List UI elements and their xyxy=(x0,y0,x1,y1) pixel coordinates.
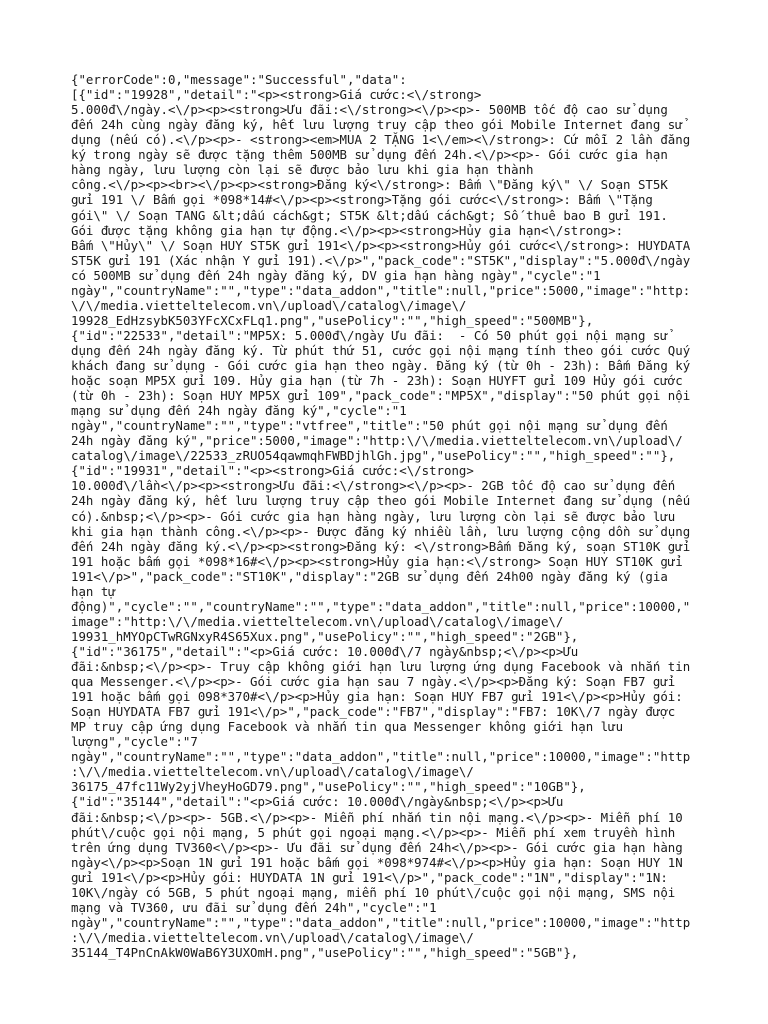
text-line: ngày<\/p><p>Soạn 1N gửi 191 hoặc bấm gọi *098*974#<\/p><p>Hủy gia hạn: Soạn HUY 1N xyxy=(71,854,683,870)
text-line: ký trong ngày sẽ được tặng thêm 500MB sử dụng đến 24h.<\/p><p>- Gói cước gia hạn xyxy=(71,147,668,163)
text-line: 10K\/ngày có 5GB, 5 phút ngoại mạng, miễn phí 10 phút\/cuộc gọi nội mạng, SMS nội xyxy=(71,884,676,900)
text-line: {"id":"19931","detail":"<p><strong>Giá cước:<\/strong> xyxy=(71,463,474,479)
text-line: qua Messenger.<\/p><p>- Gói cước gia hạn sau 7 ngày.<\/p><p>Đăng ký: Soạn FB7 gửi xyxy=(71,674,676,689)
text-line: 191 hoặc bấm gọi *098*16#<\/p><p><strong>Hủy gia hạn:<\/strong> Soạn HUY ST10K gửi xyxy=(71,553,683,569)
text-line: 5.000đ\/ngày.<\/p><p><strong>Ưu đãi:<\/strong><\/p><p>- 500MB tốc độ cao sử dụng xyxy=(71,102,668,118)
text-line: động)","cycle":"","countryName":"","type":"data_addon","title":null,"price":10000," xyxy=(71,598,691,614)
text-line: {"id":"36175","detail":"<p>Giá cước: 10.000đ\/7 ngày&nbsp;<\/p><p>Ưu xyxy=(71,643,579,659)
text-line: ngày","countryName":"","type":"vtfree","title":"50 phút gọi nội mạng sử dụng đến xyxy=(71,418,668,434)
text-line: mạng sử dụng đến 24h ngày đăng ký","cycle":"1 xyxy=(71,403,407,419)
text-line: ngày","countryName":"","type":"data_addon","title":null,"price":10000,"image":"http xyxy=(71,749,691,765)
text-line: :\/\/media.vietteltelecom.vn\/upload\/catalog\/image\/ xyxy=(71,764,474,780)
text-line: [{"id":"19928","detail":"<p><strong>Giá cước:<\/strong> xyxy=(71,87,482,102)
text-line: dụng đến 24h ngày đăng ký. Từ phút thứ 51, cước gọi nội mạng tính theo gói cước Quý xyxy=(71,342,691,358)
text-line: image":"http:\/\/media.vietteltelecom.vn\/upload\/catalog\/image\/ xyxy=(71,613,564,629)
text-line: có 500MB sử dụng đến 24h ngày đăng ký, DV gia hạn hàng ngày","cycle":"1 xyxy=(71,267,601,283)
text-line: đãi:&nbsp;<\/p><p>- 5GB.<\/p><p>- Miễn phí nhắn tin nội mạng.<\/p><p>- Miễn phí 10 xyxy=(71,809,683,825)
text-line: gửi 191 \/ Bấm gọi *098*14#<\/p><p><strong>Tặng gói cước<\/strong>: Bấm \"Tặng xyxy=(71,192,653,208)
text-line: có).&nbsp;<\/p><p>- Gói cước gia hạn hàng ngày, lưu lượng còn lại sẽ được bảo lưu xyxy=(71,508,676,524)
text-line: đãi:&nbsp;<\/p><p>- Truy cập không giới hạn lưu lượng ứng dụng Facebook và nhắn tin xyxy=(71,659,691,674)
text-line: công.<\/p><p><br><\/p><p><strong>Đăng ký<\/strong>: Bấm \"Đăng ký\" \/ Soạn ST5K xyxy=(71,177,668,193)
text-line: hạn tự xyxy=(71,583,116,599)
text-line: :\/\/media.vietteltelecom.vn\/upload\/catalog\/image\/ xyxy=(71,929,474,945)
text-line: ngày","countryName":"","type":"data_addon","title":null,"price":5000,"image":"http: xyxy=(71,282,691,298)
text-line: phút\/cuộc gọi nội mạng, 5 phút gọi ngoại mạng.<\/p><p>- Miễn phí xem truyền hình xyxy=(71,824,676,840)
text-line: 191<\/p>","pack_code":"ST10K","display":"2GB sử dụng đến 24h00 ngày đăng ký (gia xyxy=(71,568,668,584)
text-line: catalog\/image\/22533_zRUO54qawmqhFWBDjhlGh.jpg","usePolicy":"","high_speed":""}, xyxy=(71,448,676,464)
text-line: \/\/media.vietteltelecom.vn\/upload\/catalog\/image\/ xyxy=(71,297,467,313)
text-line: 24h ngày đăng ký","price":5000,"image":"http:\/\/media.vietteltelecom.vn\/upload\/ xyxy=(71,433,683,449)
text-line: 24h ngày đăng ký, hết lưu lượng truy cập theo gói Mobile Internet đang sử dụng (nếu xyxy=(71,493,691,509)
text-line: đến 24h ngày đăng ký.<\/p><p><strong>Đăng ký: <\/strong>Bấm Đăng ký, soạn ST10K gửi xyxy=(71,538,691,554)
text-line: dụng (nếu có).<\/p><p>- <strong><em>MUA 2 TẶNG 1<\/em><\/strong>: Cứ mỗi 2 lần đăng xyxy=(71,132,691,148)
text-line: khi gia hạn thành công.<\/p><p>- Được đăng ký nhiều lần, lưu lượng cộng dồn sử dụng xyxy=(71,523,691,539)
text-line: mạng và TV360, ưu đãi sử dụng đến 24h","cycle":"1 xyxy=(71,899,437,915)
text-line: ngày","countryName":"","type":"data_addon","title":null,"price":10000,"image":"http xyxy=(71,914,691,930)
text-line: gói\" \/ Soạn TANG &lt;dấu cách&gt; ST5K &lt;dấu cách&gt; Số thuê bao B gửi 191. xyxy=(71,207,668,223)
text-line: 19928_EdHzsybK503YFcXCxFLq1.png","usePolicy":"","high_speed":"500MB"}, xyxy=(71,312,594,328)
text-line: 36175_47fc11Wy2yjVheyHoGD79.png","usePolicy":"","high_speed":"10GB"}, xyxy=(71,779,586,795)
text-line: Bấm \"Hủy\" \/ Soạn HUY ST5K gửi 191<\/p><p><strong>Hủy gói cước<\/strong>: HUYDATA xyxy=(71,237,691,253)
text-line: 19931_hMYOpCTwRGNxyR4S65Xux.png","usePolicy":"","high_speed":"2GB"}, xyxy=(71,628,579,644)
text-line: 35144_T4PnCnAkW0WaB6Y3UXOmH.png","usePolicy":"","high_speed":"5GB"}, xyxy=(71,944,579,960)
text-line: 191 hoặc bấm gọi 098*370#<\/p><p>Hủy gia hạn: Soạn HUY FB7 gửi 191<\/p><p>Hủy gói: xyxy=(71,689,683,705)
text-line: lượng","cycle":"7 xyxy=(71,734,198,750)
text-line: MP truy cập ứng dụng Facebook và nhắn tin qua Messenger không giới hạn lưu xyxy=(71,719,624,735)
text-line: khách đang sử dụng - Gói cước gia hạn theo ngày. Đăng ký (từ 0h - 23h): Bấm Đăng ký xyxy=(71,357,691,373)
text-line: hàng ngày, lưu lượng còn lại sẽ được bảo lưu khi gia hạn thành xyxy=(71,162,534,178)
text-line: Soạn HUYDATA FB7 gửi 191<\/p>","pack_code":"FB7","display":"FB7: 10K\/7 ngày được xyxy=(71,704,676,720)
text-line: {"errorCode":0,"message":"Successful","data": xyxy=(71,72,407,87)
text-line: (từ 0h - 23h): Soạn HUY MP5X gửi 109","pack_code":"MP5X","display":"50 phút gọi nội xyxy=(71,388,691,404)
text-line: 10.000đ\/lần<\/p><p><strong>Ưu đãi:<\/strong><\/p><p>- 2GB tốc độ cao sử dụng đến xyxy=(71,478,676,494)
text-line: trên ứng dụng TV360<\/p><p>- Ưu đãi sử dụng đến 24h<\/p><p>- Gói cước gia hạn hàng xyxy=(71,839,683,855)
text-line: hoặc soạn MP5X gửi 109. Hủy gia hạn (từ 7h - 23h): Soạn HUYFT gửi 109 Hủy gói cước xyxy=(71,373,683,388)
text-line: {"id":"35144","detail":"<p>Giá cước: 10.000đ\/ngày&nbsp;<\/p><p>Ưu xyxy=(71,794,564,810)
text-line: Gói được tặng không gia hạn tự động.<\/p><p><strong>Hủy gia hạn<\/strong>: xyxy=(71,222,624,238)
text-line: {"id":"22533","detail":"MP5X: 5.000đ\/ngày Ưu đãi: - Có 50 phút gọi nội mạng sử xyxy=(71,327,668,343)
text-line: đến 24h cùng ngày đăng ký, hết lưu lượng truy cập theo gói Mobile Internet đang sử xyxy=(71,117,683,133)
text-line: gửi 191<\/p><p>Hủy gói: HUYDATA 1N gửi 191<\/p>","pack_code":"1N","display":"1N: xyxy=(71,869,668,885)
text-line: ST5K gửi 191 (Xác nhận Y gửi 191).<\/p>","pack_code":"ST5K","display":"5.000đ\/ngày xyxy=(71,252,691,268)
